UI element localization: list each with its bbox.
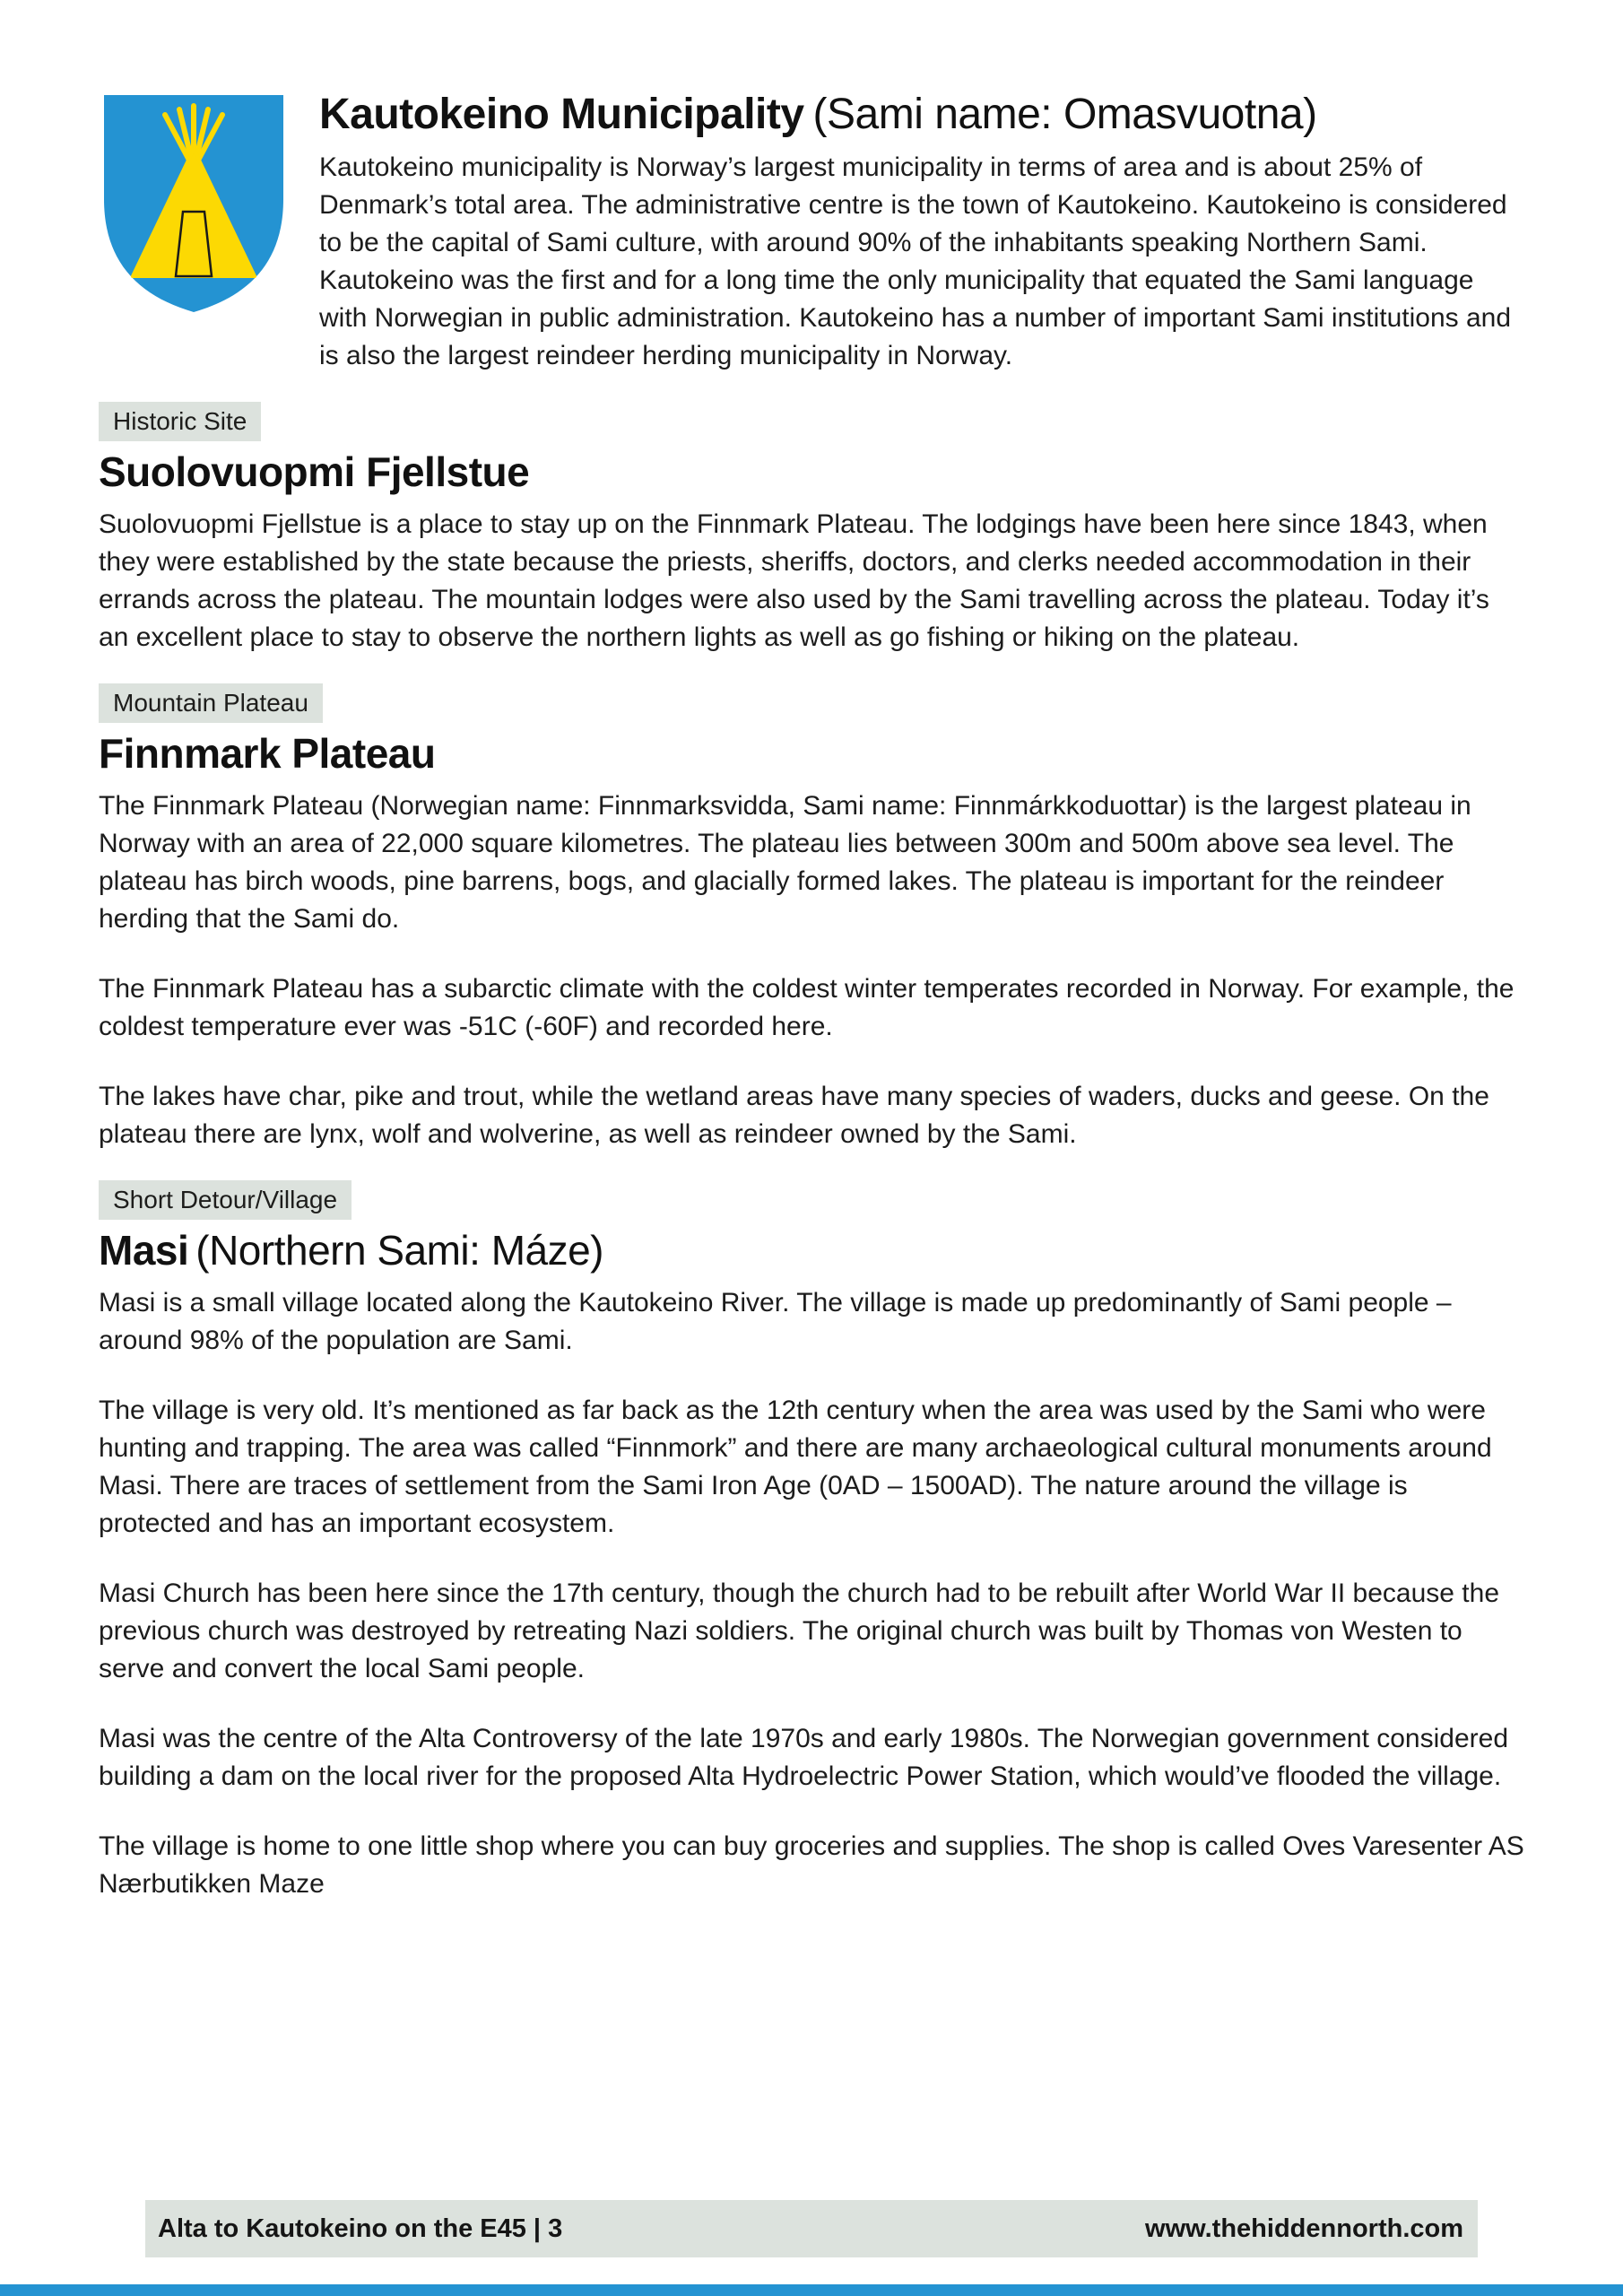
- coat-of-arms-shield-icon: [99, 90, 289, 317]
- paragraph: The lakes have char, pike and trout, while the wetland areas have many species of waders, ducks and geese. On the plateau there are lynx, wolf and wolverine, as well as reindeer owned by the Sami.: [99, 1082, 1489, 1149]
- section-heading: [99, 730, 1526, 777]
- paragraph: Suolovuopmi Fjellstue is a place to stay up on the Finnmark Plateau. The lodgings have been here since 1843, when they were established by the state because the priests, sheriffs, doctors, and clerks needed accommodation in their errands across the plateau. The mountain lodges were also used by the Sami travelling across the plateau. Today it’s an excellent place to stay to observe the northern lights as well as go fishing or hiking on the plateau.: [99, 509, 1489, 652]
- page-content: [99, 90, 1526, 1903]
- kautokeino-coat-of-arms: [99, 90, 289, 317]
- footer-route-page-label: Alta to Kautokeino on the E45 | 3: [158, 2213, 563, 2243]
- paragraph: Masi Church has been here since the 17th century, though the church had to be rebuilt after World War II because the previous church was destroyed by retreating Nazi soldiers. The original church was built by Thomas von Westen to serve and convert the local Sami people.: [99, 1578, 1500, 1683]
- section-heading-main: Suolovuopmi Fjellstue: [99, 448, 530, 495]
- section-heading: [99, 1227, 1526, 1274]
- section-suolovuopmi: [99, 402, 1526, 657]
- page-title-paren: (Sami name: Omasvuotna): [812, 91, 1317, 138]
- paragraph: Masi was the centre of the Alta Controversy of the late 1970s and early 1980s. The Norwegian government considered building a dam on the local river for the proposed Alta Hydroelectric Power Station, which would’ve flooded the village.: [99, 1724, 1509, 1791]
- header-text: [319, 90, 1526, 375]
- intro-paragraph: Kautokeino municipality is Norway’s largest municipality in terms of area and is about 25% of Denmark’s total area. The administrative centre is the town of Kautokeino. Kautokeino is considered to be the capital of Sami culture, with around 90% of the inhabitants speaking Northern Sami. Kautokeino was the first and for a long time the only municipality that equated the Sami language with Norwegian in public administration. Kautokeino has a number of important Sami institutions and is also the largest reindeer herding municipality in Norway.: [319, 152, 1512, 370]
- paragraph: The Finnmark Plateau (Norwegian name: Finnmarksvidda, Sami name: Finnmárkkoduottar) is the largest plateau in Norway with an area of 22,000 square kilometres. The plateau lies between 300m and 500m above sea level. The plateau has birch woods, pine barrens, bogs, and glacially formed lakes. The plateau is important for the reindeer herding that the Sami do.: [99, 791, 1471, 934]
- section-heading-paren: (Northern Sami: Máze): [195, 1227, 603, 1274]
- footer-website-url: www.thehiddennorth.com: [1145, 2213, 1463, 2243]
- paragraph: Masi is a small village located along the Kautokeino River. The village is made up predominantly of Sami people – around 98% of the population are Sami.: [99, 1288, 1452, 1355]
- paragraph: The Finnmark Plateau has a subarctic climate with the coldest winter temperates recorded in Norway. For example, the coldest temperature ever was -51C (-60F) and recorded here.: [99, 974, 1515, 1041]
- section-heading-main: Finnmark Plateau: [99, 730, 436, 777]
- section-finnmark-plateau: [99, 683, 1526, 1153]
- paragraph: The village is very old. It’s mentioned as far back as the 12th century when the area was used by the Sami who were hunting and trapping. The area was called “Finnmork” and there are many archaeological cultural monuments around Masi. There are traces of settlement from the Sami Iron Age (0AD – 1500AD). The nature around the village is protected and has an important ecosystem.: [99, 1396, 1492, 1538]
- intro: [319, 149, 1526, 375]
- section-heading: [99, 448, 1526, 495]
- section-tag: Historic Site: [99, 402, 261, 441]
- page-title: [319, 90, 1526, 140]
- page-title-main: Kautokeino Municipality: [319, 91, 804, 138]
- bottom-accent-bar: [0, 2284, 1623, 2296]
- section-tag: Short Detour/Village: [99, 1180, 352, 1220]
- section-tag: Mountain Plateau: [99, 683, 323, 723]
- header: [99, 90, 1526, 375]
- paragraph: The village is home to one little shop where you can buy groceries and supplies. The shop is called Oves Varesenter AS Nærbutikken Maze: [99, 1831, 1524, 1899]
- section-masi: [99, 1180, 1526, 1903]
- footer-bar: [145, 2200, 1478, 2257]
- section-heading-main: Masi: [99, 1227, 189, 1274]
